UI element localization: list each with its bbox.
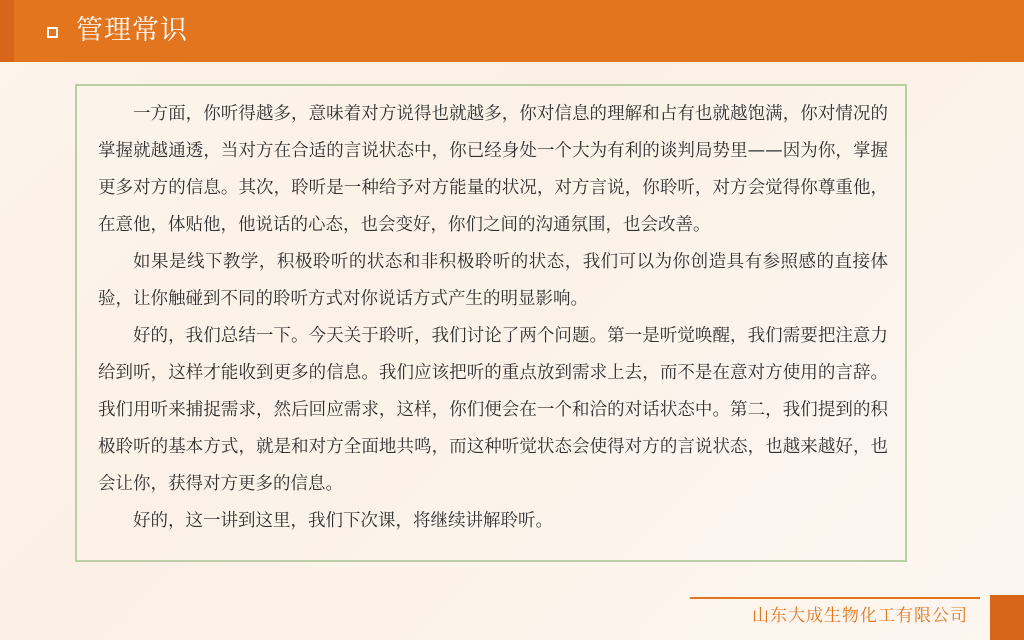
header-accent-stripe [0, 0, 14, 62]
footer-divider [690, 597, 980, 599]
footer-accent-block [990, 595, 1024, 640]
slide-header [0, 0, 1024, 62]
paragraph: 好的，我们总结一下。今天关于聆听，我们讨论了两个问题。第一是听觉唤醒，我们需要把注意力给到听，这样才能收到更多的信息。我们应该把听的重点放到需求上去，而不是在意对方使用的言辞。我们用听来捕捉需求，然后回应需求，这样，你们便会在一个和洽的对话状态中。第二，我们提到的积极聆听的基本方式，就是和对方全面地共鸣，而这种听觉状态会使得对方的言说状态，也越来越好，也会让你，获得对方更多的信息。 [98, 326, 888, 494]
body-text [98, 96, 888, 540]
paragraph: 如果是线下教学，积极聆听的状态和非积极聆听的状态，我们可以为你创造具有参照感的直接体验，让你触碰到不同的聆听方式对你说话方式产生的明显影响。 [98, 252, 888, 309]
square-outline-icon [47, 27, 58, 38]
paragraph: 好的，这一讲到这里，我们下次课，将继续讲解聆听。 [133, 511, 553, 531]
footer-company-name: 山东大成生物化工有限公司 [752, 606, 968, 626]
slide-footer [0, 592, 1024, 640]
page-title: 管理常识 [76, 15, 188, 46]
paragraph: 一方面，你听得越多，意味着对方说得也就越多，你对信息的理解和占有也就越饱满，你对情况的掌握就越通透，当对方在合适的言说状态中，你已经身处一个大为有利的谈判局势里——因为你，掌握更多对方的信息。其次，聆听是一种给予对方能量的状况，对方言说，你聆听，对方会觉得你尊重他，在意他，体贴他，他说话的心态，也会变好，你们之间的沟通氛围，也会改善。 [98, 104, 888, 235]
